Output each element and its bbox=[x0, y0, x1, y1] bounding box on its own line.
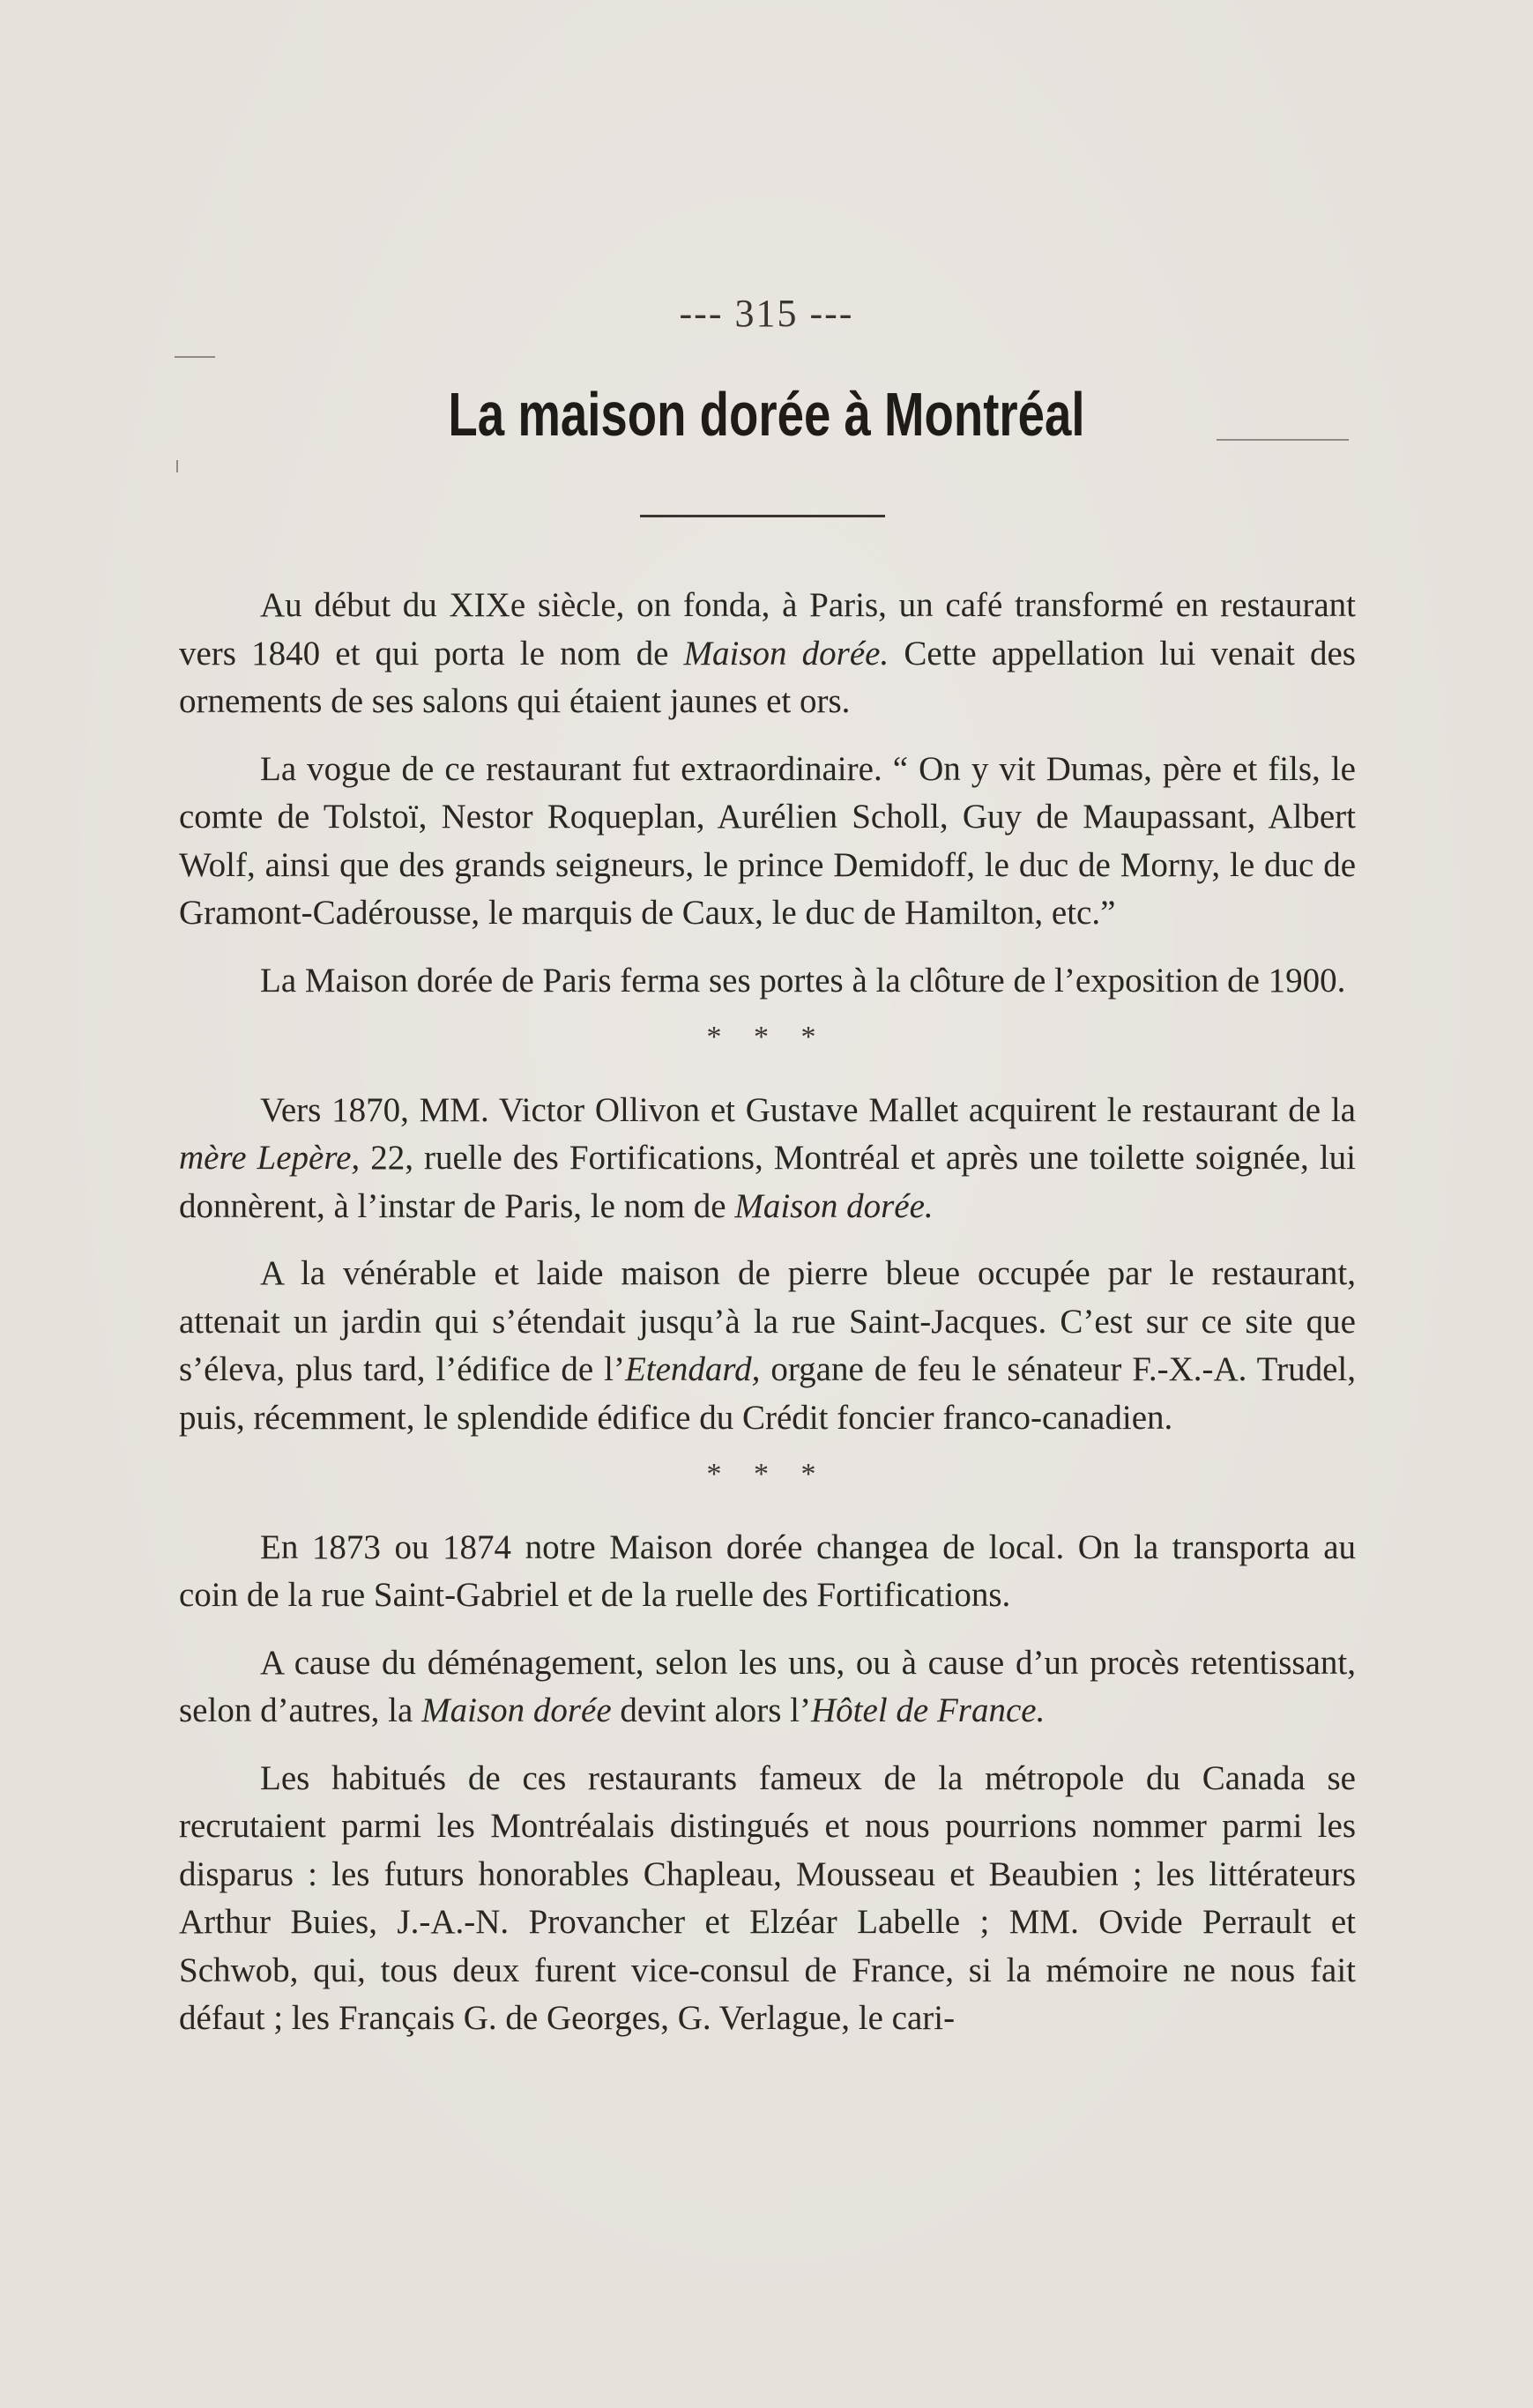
paragraph-4: Vers 1870, MM. Victor Ollivon et Gustave Mallet acquirent le restaurant de la mère Lepère, 22, ruelle des Fortifications, Montréal et après une toilette soignée, lui donnèrent, à l’instar de Paris, le nom de Maison dorée. bbox=[179, 1090, 1356, 1225]
paragraph-3: La Maison dorée de Paris ferma ses portes à la clôture de l’exposition de 1900. bbox=[260, 961, 1346, 1000]
paragraph-5: A la vénérable et laide maison de pierre bleue occupée par le restaurant, attenait un jardin qui s’étendait jusqu’à la rue Saint-Jacques. C’est sur ce site que s’éleva, plus tard, l’édifice de l’Etendard, organe de feu le sénateur F.-X.-A. Trudel, puis, récemment, le splendide édifice du Crédit foncier franco-canadien. bbox=[179, 1254, 1356, 1437]
margin-mark bbox=[176, 460, 178, 472]
paragraph-1: Au début du XIXe siècle, on fonda, à Paris, un café transformé en restaurant vers 1840 et qui porta le nom de Maison dorée. Cette appellation lui venait des ornements de ses salons qui étaient jaunes et ors. bbox=[179, 586, 1356, 720]
section-separator: * * * bbox=[706, 1021, 829, 1053]
paragraph-7: A cause du déménagement, selon les uns, ou à cause d’un procès retentissant, selon d’autres, la Maison dorée devint alors l’Hôtel de France. bbox=[179, 1643, 1356, 1729]
margin-mark bbox=[175, 356, 215, 358]
margin-mark bbox=[1217, 439, 1349, 441]
article-title: La maison dorée à Montréal bbox=[448, 380, 1085, 449]
page-number: --- 315 --- bbox=[679, 292, 854, 335]
paragraph-6: En 1873 ou 1874 notre Maison dorée changea de local. On la transporta au coin de la rue Saint-Gabriel et de la ruelle des Fortifications. bbox=[179, 1527, 1356, 1614]
article-body bbox=[179, 582, 1356, 2062]
paragraph-2: La vogue de ce restaurant fut extraordinaire. “ On y vit Dumas, père et fils, le comte de Tolstoï, Nestor Roqueplan, Aurélien Scholl, Guy de Maupassant, Albert Wolf, ainsi que des grands seigneurs, le prince Demidoff, le duc de Morny, le duc de Gramont-Cadérousse, le marquis de Caux, le duc de Hamilton, etc.” bbox=[179, 749, 1356, 932]
title-underline bbox=[640, 515, 885, 517]
section-separator: * * * bbox=[706, 1458, 829, 1490]
paragraph-8: Les habitués de ces restaurants fameux de la métropole du Canada se recrutaient parmi les Montréalais distingués et nous pourrions nommer parmi les disparus : les futurs honorables Chapleau, Mousseau et Beaubien ; les littérateurs Arthur Buies, J.-A.-N. Provancher et Elzéar Labelle ; MM. Ovide Perrault et Schwob, qui, tous deux furent vice-consul de France, si la mémoire ne nous fait défaut ; les Français G. de Georges, G. Verlague, le cari- bbox=[179, 1758, 1356, 2037]
